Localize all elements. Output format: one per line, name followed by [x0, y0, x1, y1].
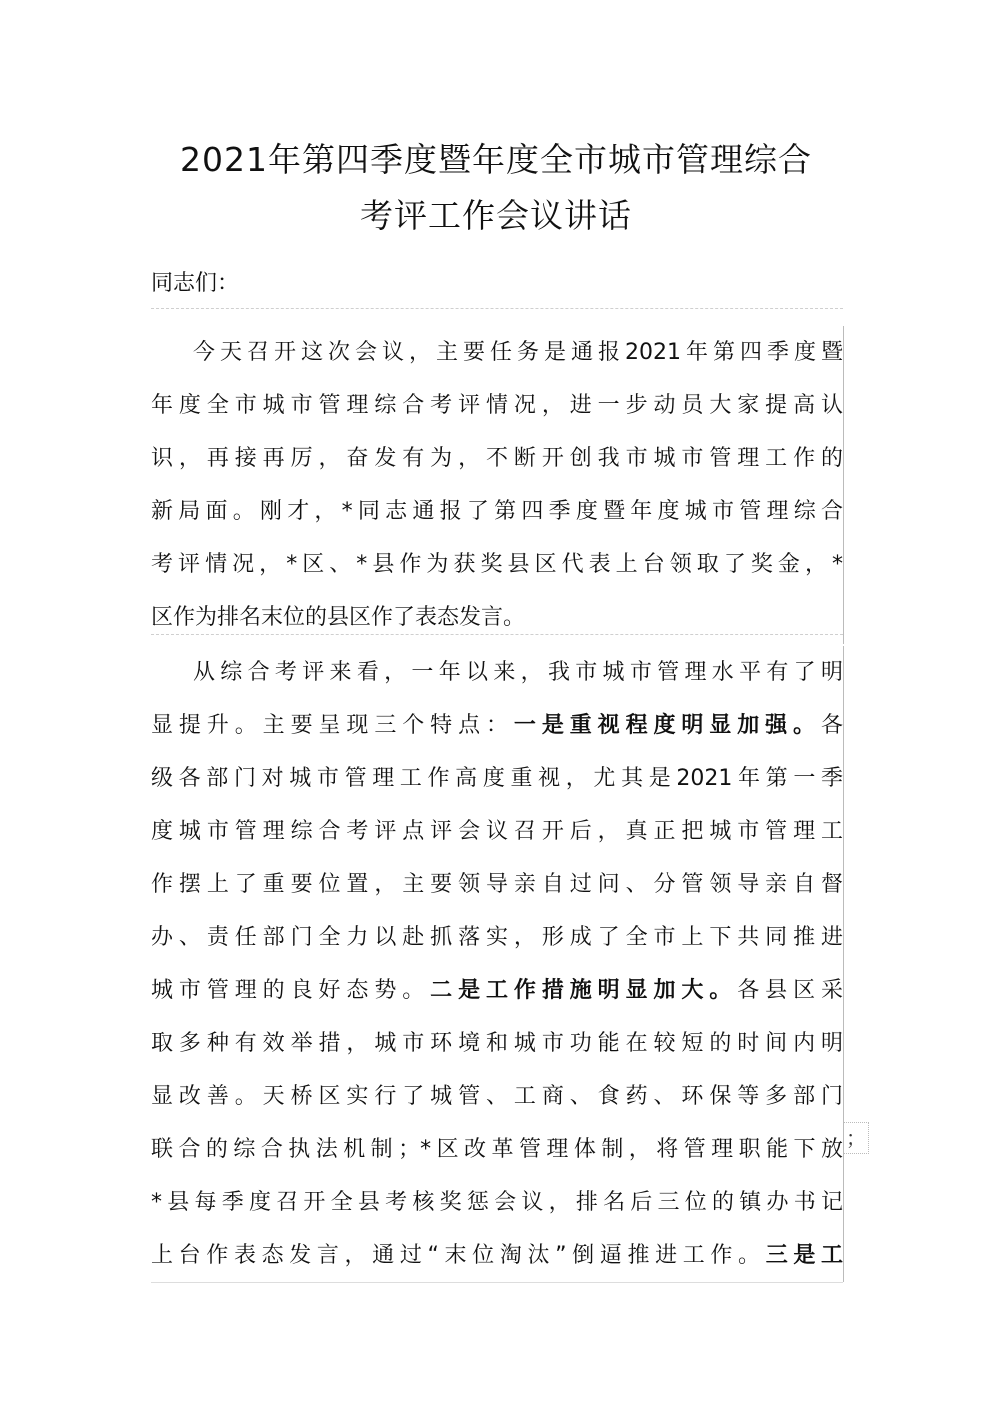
- paragraph-line: 取多种有效举措，城市环境和城市功能在较短的时间内明: [151, 1031, 843, 1056]
- page-bottom-rule: [151, 1282, 843, 1283]
- paragraph-line: 办、责任部门全力以赴抓落实，形成了全市上下共同推进: [151, 925, 843, 950]
- paragraph-divider: [151, 634, 843, 635]
- paragraph-line: 今天召开这次会议，主要任务是通报2021年第四季度暨: [193, 340, 843, 365]
- document-title: [120, 132, 872, 244]
- paragraph-line: 考评情况，*区、*县作为获奖县区代表上台领取了奖金，*: [151, 552, 843, 577]
- title-line-2: 考评工作会议讲话: [360, 196, 632, 235]
- paragraph-line: 识，再接再厉，奋发有为，不断开创我市城市管理工作的: [151, 446, 843, 471]
- paragraph-line: [151, 699, 843, 752]
- text-run: 各县区采: [737, 978, 843, 1003]
- paragraph-line: 级各部门对城市管理工作高度重视，尤其是2021年第一季: [151, 766, 843, 791]
- text-run: 显提升。主要呈现三个特点：: [151, 713, 514, 738]
- paragraph-line: 区作为排名末位的县区作了表态发言。: [151, 605, 526, 630]
- paragraph-line: 度城市管理综合考评点评会议召开后，真正把城市管理工: [151, 819, 843, 844]
- paragraph-line: [151, 964, 843, 1017]
- overflow-punctuation: ；: [844, 1122, 869, 1154]
- paragraph-divider: [151, 308, 843, 309]
- highlight-point-3: 三是工: [765, 1243, 843, 1268]
- text-run: 各: [820, 713, 843, 738]
- text-run: 上台作表态发言，通过“末位淘汰”倒逼推进工作。: [151, 1243, 766, 1268]
- paragraph-line: [151, 1229, 843, 1282]
- paragraph-line: 联合的综合执法机制；*区改革管理体制，将管理职能下放: [151, 1137, 843, 1162]
- paragraph-2: [151, 646, 844, 1282]
- highlight-point-1: 一是重视程度明显加强。: [513, 713, 821, 738]
- paragraph-line: 年度全市城市管理综合考评情况，进一步动员大家提高认: [151, 393, 843, 418]
- paragraph-1: [151, 326, 844, 644]
- highlight-point-2: 二是工作措施明显加大。: [430, 978, 738, 1003]
- paragraph-line: 显改善。天桥区实行了城管、工商、食药、环保等多部门: [151, 1084, 843, 1109]
- paragraph-line: *县每季度召开全县考核奖惩会议，排名后三位的镇办书记: [151, 1190, 843, 1215]
- text-run: 城市管理的良好态势。: [151, 978, 431, 1003]
- paragraph-line: 新局面。刚才，*同志通报了第四季度暨年度城市管理综合: [151, 499, 843, 524]
- paragraph-line: 从综合考评来看，一年以来，我市城市管理水平有了明: [193, 660, 843, 685]
- title-line-1: 2021年第四季度暨年度全市城市管理综合: [180, 140, 812, 179]
- paragraph-line: 作摆上了重要位置，主要领导亲自过问、分管领导亲自督: [151, 872, 843, 897]
- greeting: 同志们：: [151, 271, 240, 296]
